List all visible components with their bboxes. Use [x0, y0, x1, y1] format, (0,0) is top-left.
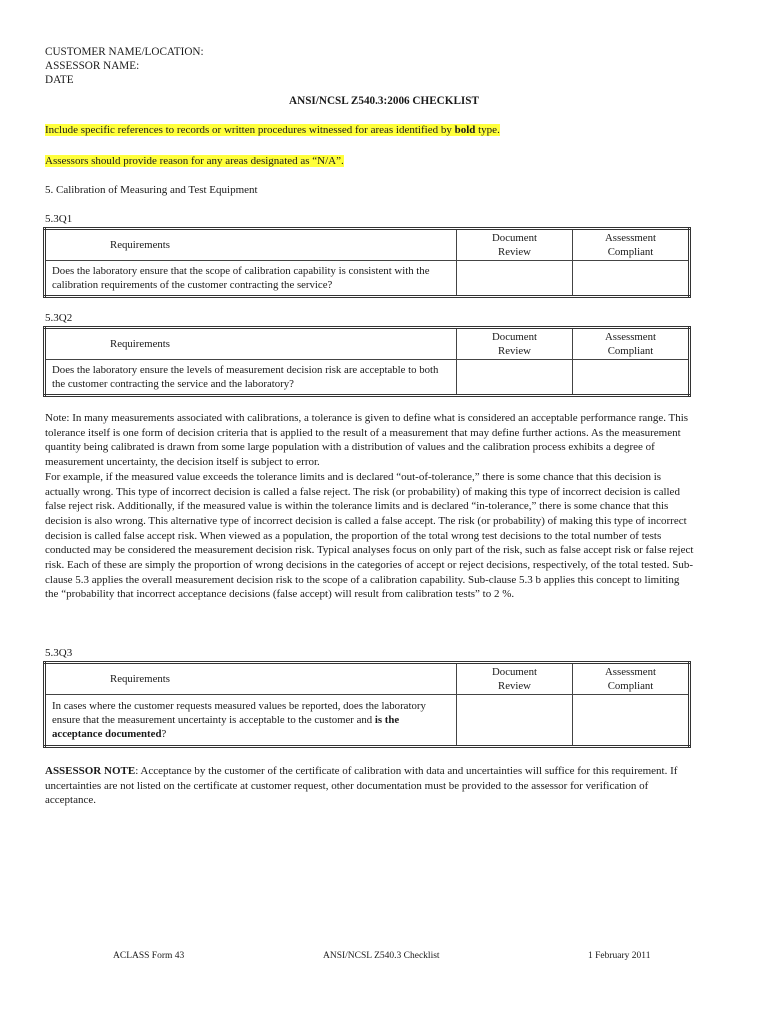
table-label-q2: 5.3Q2	[45, 312, 73, 324]
document-review-cell[interactable]	[457, 261, 573, 297]
requirements-header: Requirements	[45, 663, 457, 695]
section-heading: 5. Calibration of Measuring and Test Equipment	[45, 184, 258, 196]
assessor-note: ASSESSOR NOTE: Acceptance by the customer of the certificate of calibration with data and uncertainties will suffice for this requirement. If uncertainties are not listed on the certificate at customer request, other documentation must be provided to the assessor for verification of acceptance.	[45, 765, 678, 806]
document-review-header: Document Review	[457, 229, 573, 261]
requirement-question: In cases where the customer requests measured values be reported, does the laboratory ensure that the measurement uncertainty is acceptable to the customer and is the acceptance documented?	[45, 695, 457, 747]
checklist-table-q3	[43, 661, 691, 748]
highlight1-before: Include specific references to records or written procedures witnessed for areas identified by	[45, 124, 455, 136]
table-row	[45, 360, 690, 396]
footer-form-number: ACLASS Form 43	[113, 951, 185, 961]
table-label-q1: 5.3Q1	[45, 213, 73, 225]
footer-date: 1 February 2011	[588, 951, 651, 961]
document-review-header: Document Review	[457, 328, 573, 360]
header-block	[45, 45, 204, 87]
table-header-row	[45, 328, 690, 360]
assessment-compliant-cell[interactable]	[573, 261, 690, 297]
highlight-instruction-2	[45, 155, 344, 167]
assessment-compliant-header: Assessment Compliant	[573, 663, 690, 695]
highlight1-bold: bold	[454, 124, 476, 136]
table-row	[45, 695, 690, 747]
assessment-compliant-header: Assessment Compliant	[573, 328, 690, 360]
page-title: ANSI/NCSL Z540.3:2006 CHECKLIST	[289, 95, 479, 107]
document-review-cell[interactable]	[457, 360, 573, 396]
requirement-question: Does the laboratory ensure that the scope of calibration capability is consistent with the calibration requirements of the customer contracting the service?	[45, 261, 457, 297]
customer-label: CUSTOMER NAME/LOCATION:	[45, 46, 204, 58]
table-header-row	[45, 663, 690, 695]
highlight1-after: type.	[475, 124, 500, 136]
assessment-compliant-header: Assessment Compliant	[573, 229, 690, 261]
highlight-instruction-1	[45, 124, 500, 136]
table-header-row	[45, 229, 690, 261]
table-row	[45, 261, 690, 297]
assessor-note-text: Acceptance by the customer of the certificate of calibration with data and uncertainties will suffice for this requirement. If uncertainties are not listed on the certificate at customer request, other documentation must be provided to the assessor for verification of acceptance.	[45, 765, 678, 806]
document-review-header: Document Review	[457, 663, 573, 695]
table-label-q3: 5.3Q3	[45, 647, 73, 659]
note-paragraph-2: For example, if the measured value exceeds the tolerance limits and is declared “out-of-tolerance,” there is some chance that this decision is actually wrong. This type of incorrect decision is called a false reject. The risk (or probability) of making this type of incorrect decision is called false reject risk. Additionally, if the measured value is within the tolerance limits and is declared “in-tolerance,” there is some chance that this decision is also wrong. This alternative type of incorrect decision is called a false accept. The risk (or probability) of making this type of incorrect decision is called false accept risk. When viewed as a population, the proportion of the total wrong test decisions to the total number of tests conducted may be considered the measurement decision risk. Typical analyses focus on only part of the risk, such as false accept risk or false reject risk. Each of these are simply the proportion of wrong decisions in the categories of accept or reject decisions, respectively, of the total tested. Sub-clause 5.3 applies the overall measurement decision risk to the scope of a calibration capability. Sub-clause 5.3 b applies this concept to limiting the “probability that incorrect acceptance decisions (false accept) will result from calibration tests” to 2 %.	[45, 470, 694, 601]
note-paragraph-1: Note: In many measurements associated with calibrations, a tolerance is given to define what is considered an acceptable performance range. This tolerance itself is one form of decision criteria that is applied to the result of a measurement that may define further actions. As the measurement quantity being calibrated is drawn from some large population with a distribution of values and the calibration process exhibits a degree of measurement uncertainty, the decision itself is subject to error.	[45, 412, 689, 469]
date-label: DATE	[45, 74, 74, 86]
assessment-compliant-cell[interactable]	[573, 695, 690, 747]
document-review-cell[interactable]	[457, 695, 573, 747]
assessor-note-label: ASSESSOR NOTE	[45, 765, 136, 777]
highlight2-text: Assessors should provide reason for any areas designated as “N/A”.	[45, 155, 344, 167]
requirements-header: Requirements	[45, 229, 457, 261]
requirement-question: Does the laboratory ensure the levels of measurement decision risk are acceptable to both the customer contracting the service and the laboratory?	[45, 360, 457, 396]
requirements-header: Requirements	[45, 328, 457, 360]
assessment-compliant-cell[interactable]	[573, 360, 690, 396]
checklist-table-q1	[43, 227, 691, 298]
footer-document-title: ANSI/NCSL Z540.3 Checklist	[323, 951, 440, 961]
checklist-table-q2	[43, 326, 691, 397]
assessor-label: ASSESSOR NAME:	[45, 60, 140, 72]
decision-risk-note	[45, 411, 695, 602]
